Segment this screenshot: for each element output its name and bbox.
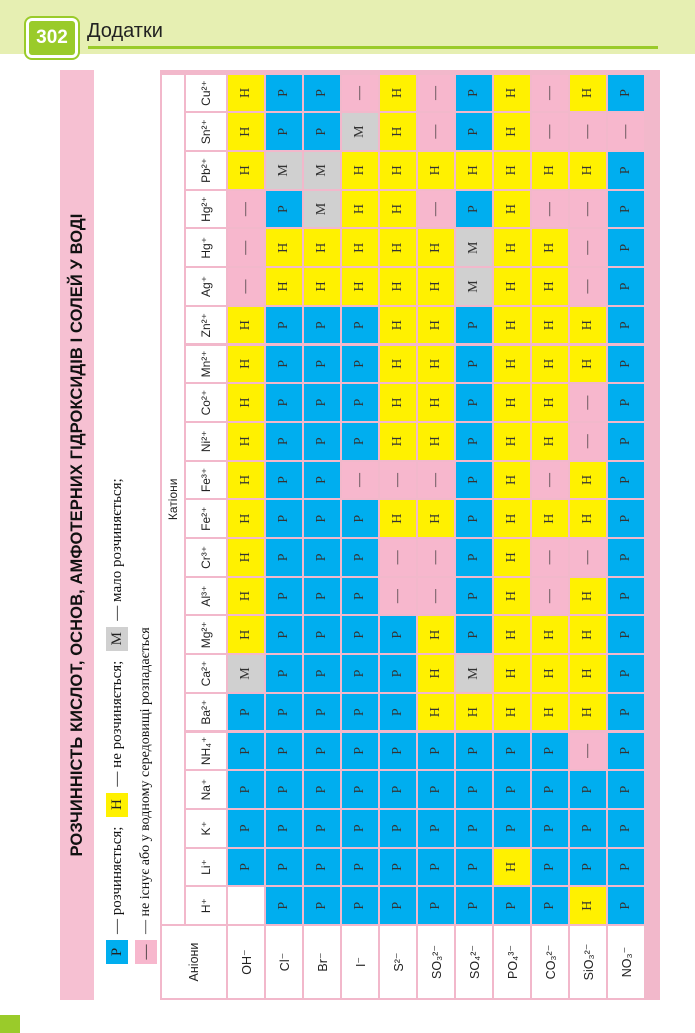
solubility-cell: Н — [494, 849, 530, 886]
solubility-cell: Н — [494, 578, 530, 615]
solubility-cell: Н — [570, 655, 606, 692]
solubility-cell: Н — [532, 655, 568, 692]
solubility-cell: Р — [304, 849, 340, 886]
anion-header: SO₃²⁻ — [418, 926, 454, 998]
solubility-cell: Р — [228, 771, 264, 808]
solubility-cell: Р — [418, 887, 454, 924]
solubility-cell: Р — [456, 500, 492, 537]
solubility-cell: Р — [456, 887, 492, 924]
solubility-cell: Р — [228, 694, 264, 731]
solubility-cell: Р — [608, 616, 644, 653]
solubility-cell: Н — [266, 268, 302, 305]
legend-insoluble-swatch: Н — [106, 793, 128, 817]
cation-header: Co²⁺ — [186, 384, 226, 421]
solubility-cell: Н — [342, 229, 378, 266]
solubility-cell: — — [532, 191, 568, 228]
solubility-cell: — — [228, 191, 264, 228]
solubility-cell: Р — [608, 578, 644, 615]
solubility-cell: Н — [494, 191, 530, 228]
solubility-cell: Р — [304, 113, 340, 150]
solubility-cell: Р — [380, 733, 416, 770]
solubility-cell: Н — [570, 462, 606, 499]
solubility-cell: Н — [380, 346, 416, 383]
solubility-grid — [160, 70, 660, 1000]
solubility-cell: Н — [570, 75, 606, 112]
solubility-cell: Н — [456, 694, 492, 731]
legend-soluble-text: — розчиняється; — [108, 826, 125, 934]
solubility-cell: Р — [608, 191, 644, 228]
legend-insoluble-text: — не розчиняється; — [108, 660, 125, 787]
solubility-cell: Р — [266, 191, 302, 228]
solubility-cell: Н — [266, 229, 302, 266]
solubility-cell: Н — [494, 500, 530, 537]
legend-nonexistent-text: — не існує або у водному середовищі розпадається — [138, 627, 153, 934]
cation-header: Mn²⁺ — [186, 346, 226, 383]
solubility-cell: Р — [608, 423, 644, 460]
solubility-cell: Н — [380, 75, 416, 112]
solubility-cell: Н — [570, 500, 606, 537]
solubility-cell: Н — [228, 346, 264, 383]
cation-header: Fe²⁺ — [186, 500, 226, 537]
cation-header: Ba²⁺ — [186, 694, 226, 731]
solubility-cell: Н — [228, 500, 264, 537]
solubility-cell: Р — [456, 810, 492, 847]
solubility-cell: Н — [228, 152, 264, 189]
solubility-cell: Р — [304, 694, 340, 731]
solubility-cell: Н — [342, 152, 378, 189]
solubility-cell: — — [532, 539, 568, 576]
solubility-cell: — — [532, 578, 568, 615]
solubility-cell: Н — [380, 191, 416, 228]
cation-header: NH₄⁺ — [186, 733, 226, 770]
legend-slightly-text: — мало розчиняється; — [108, 478, 125, 621]
solubility-cell: М — [304, 152, 340, 189]
cation-header: Ag⁺ — [186, 268, 226, 305]
solubility-cell: — — [418, 578, 454, 615]
anion-header: SO₄²⁻ — [456, 926, 492, 998]
solubility-cell: — — [418, 113, 454, 150]
solubility-cell: — — [380, 539, 416, 576]
solubility-cell: Р — [456, 578, 492, 615]
section-title: Додатки — [87, 20, 163, 42]
solubility-cell: Р — [266, 887, 302, 924]
solubility-cell: — — [570, 733, 606, 770]
solubility-cell: Р — [266, 771, 302, 808]
solubility-cell: — — [570, 539, 606, 576]
solubility-cell: Р — [266, 694, 302, 731]
solubility-cell: Р — [266, 500, 302, 537]
solubility-cell: Р — [380, 849, 416, 886]
solubility-cell: Н — [418, 423, 454, 460]
solubility-cell: Н — [532, 616, 568, 653]
solubility-cell: — — [570, 384, 606, 421]
solubility-cell: — — [380, 578, 416, 615]
solubility-cell: — — [380, 462, 416, 499]
solubility-cell: Р — [456, 539, 492, 576]
solubility-cell: Н — [494, 423, 530, 460]
solubility-cell: Р — [608, 384, 644, 421]
solubility-cell: М — [304, 191, 340, 228]
anion-header: I⁻ — [342, 926, 378, 998]
solubility-cell: Н — [228, 307, 264, 344]
solubility-cell: Н — [494, 75, 530, 112]
solubility-cell: Р — [342, 771, 378, 808]
solubility-cell: Н — [570, 307, 606, 344]
solubility-cell: Н — [380, 229, 416, 266]
solubility-cell: Р — [456, 75, 492, 112]
solubility-cell: Н — [494, 655, 530, 692]
solubility-cell: Р — [342, 655, 378, 692]
solubility-cell: Н — [418, 694, 454, 731]
solubility-cell: Р — [266, 578, 302, 615]
solubility-cell: Н — [418, 307, 454, 344]
solubility-cell: Н — [532, 307, 568, 344]
anion-header: S²⁻ — [380, 926, 416, 998]
solubility-cell: Н — [532, 423, 568, 460]
cation-header: K⁺ — [186, 810, 226, 847]
solubility-cell: Р — [304, 655, 340, 692]
solubility-cell: Р — [266, 462, 302, 499]
solubility-cell: Р — [304, 578, 340, 615]
solubility-cell: — — [570, 113, 606, 150]
solubility-cell: Н — [418, 616, 454, 653]
solubility-cell: Р — [342, 384, 378, 421]
solubility-cell: Р — [342, 887, 378, 924]
solubility-cell: Р — [608, 346, 644, 383]
cation-header: Cr³⁺ — [186, 539, 226, 576]
solubility-cell: Н — [494, 462, 530, 499]
cation-header: Hg²⁺ — [186, 191, 226, 228]
solubility-cell: Р — [608, 75, 644, 112]
solubility-cell: Р — [342, 539, 378, 576]
cation-header: Al³⁺ — [186, 578, 226, 615]
solubility-cell: Н — [380, 384, 416, 421]
solubility-cell: Н — [304, 268, 340, 305]
solubility-cell: Р — [608, 462, 644, 499]
solubility-cell: — — [342, 462, 378, 499]
solubility-cell: Н — [494, 616, 530, 653]
solubility-cell: Р — [266, 733, 302, 770]
solubility-cell: Р — [608, 733, 644, 770]
solubility-cell: Р — [456, 771, 492, 808]
solubility-cell: Р — [494, 771, 530, 808]
solubility-cell: Р — [608, 849, 644, 886]
solubility-cell: Р — [380, 655, 416, 692]
solubility-cell: Н — [418, 346, 454, 383]
solubility-cell: Р — [456, 616, 492, 653]
solubility-cell: — — [418, 75, 454, 112]
solubility-cell: Н — [228, 75, 264, 112]
legend-nonexistent — [134, 623, 158, 970]
solubility-cell: Н — [228, 578, 264, 615]
solubility-cell: Р — [608, 655, 644, 692]
solubility-cell: Н — [418, 384, 454, 421]
solubility-cell: — — [228, 268, 264, 305]
solubility-cell: Н — [532, 152, 568, 189]
solubility-cell: Н — [228, 423, 264, 460]
solubility-cell: Н — [570, 887, 606, 924]
solubility-cell: М — [456, 229, 492, 266]
solubility-cell: Н — [494, 539, 530, 576]
solubility-cell: Н — [418, 500, 454, 537]
solubility-cell: Р — [342, 578, 378, 615]
anions-header: Аніони — [162, 926, 226, 998]
solubility-cell: Р — [456, 113, 492, 150]
solubility-cell: — — [608, 113, 644, 150]
solubility-cell: Р — [304, 887, 340, 924]
solubility-cell: Р — [456, 346, 492, 383]
cation-header: Ni²⁺ — [186, 423, 226, 460]
solubility-cell: Р — [342, 346, 378, 383]
solubility-cell: М — [456, 655, 492, 692]
solubility-cell: Р — [456, 384, 492, 421]
solubility-cell: М — [342, 113, 378, 150]
solubility-cell: Р — [266, 810, 302, 847]
solubility-cell: Р — [608, 694, 644, 731]
solubility-cell: Р — [456, 462, 492, 499]
solubility-cell: Р — [380, 771, 416, 808]
solubility-cell: Н — [380, 268, 416, 305]
solubility-cell: Р — [304, 616, 340, 653]
cation-header: Hg⁺ — [186, 229, 226, 266]
solubility-cell: — — [570, 268, 606, 305]
solubility-cell: Н — [342, 191, 378, 228]
solubility-cell: Р — [304, 307, 340, 344]
anion-header: SiO₃²⁻ — [570, 926, 606, 998]
solubility-cell: Р — [532, 733, 568, 770]
solubility-cell: — — [418, 462, 454, 499]
solubility-cell: М — [456, 268, 492, 305]
solubility-cell: — — [532, 75, 568, 112]
solubility-cell: Р — [380, 694, 416, 731]
anion-header: CO₃²⁻ — [532, 926, 568, 998]
solubility-cell: — — [570, 191, 606, 228]
solubility-cell: Н — [532, 229, 568, 266]
solubility-cell: Н — [342, 268, 378, 305]
solubility-cell: Р — [342, 810, 378, 847]
solubility-cell: Н — [532, 500, 568, 537]
legend-soluble-swatch: Р — [106, 940, 128, 964]
solubility-cell: Р — [418, 771, 454, 808]
solubility-cell: Р — [456, 423, 492, 460]
solubility-cell: Р — [418, 810, 454, 847]
solubility-cell: Р — [456, 733, 492, 770]
solubility-cell: Н — [494, 268, 530, 305]
cation-header: Na⁺ — [186, 771, 226, 808]
solubility-cell: Р — [304, 384, 340, 421]
solubility-cell: Р — [608, 268, 644, 305]
solubility-cell: Н — [494, 307, 530, 344]
cation-header: Ca²⁺ — [186, 655, 226, 692]
anion-header: NO₃⁻ — [608, 926, 644, 998]
solubility-cell: Р — [266, 384, 302, 421]
solubility-cell: Р — [304, 771, 340, 808]
solubility-cell: Н — [570, 346, 606, 383]
solubility-cell: Р — [494, 733, 530, 770]
cation-header: Pb²⁺ — [186, 152, 226, 189]
solubility-cell: Р — [418, 849, 454, 886]
solubility-cell: Р — [228, 733, 264, 770]
solubility-cell: — — [570, 423, 606, 460]
solubility-cell: — — [228, 229, 264, 266]
solubility-cell: Р — [456, 191, 492, 228]
solubility-cell: Р — [342, 733, 378, 770]
solubility-cell: Р — [342, 307, 378, 344]
solubility-cell: Р — [570, 771, 606, 808]
cation-header: H⁺ — [186, 887, 226, 924]
solubility-cell: Н — [228, 462, 264, 499]
solubility-cell: Р — [304, 462, 340, 499]
solubility-cell: Р — [266, 849, 302, 886]
solubility-cell: Р — [532, 849, 568, 886]
title-bar — [60, 70, 94, 1000]
solubility-cell: Р — [304, 423, 340, 460]
solubility-cell: Р — [456, 849, 492, 886]
solubility-cell: Н — [456, 152, 492, 189]
solubility-cell: Р — [380, 887, 416, 924]
anion-header: PO₄³⁻ — [494, 926, 530, 998]
solubility-cell: Н — [494, 229, 530, 266]
solubility-cell: Р — [266, 307, 302, 344]
solubility-cell: М — [228, 655, 264, 692]
solubility-cell: Р — [418, 733, 454, 770]
solubility-cell: Р — [342, 616, 378, 653]
solubility-cell: Р — [494, 810, 530, 847]
solubility-cell: Р — [456, 307, 492, 344]
solubility-cell: Р — [266, 75, 302, 112]
solubility-cell: Р — [342, 849, 378, 886]
solubility-cell: Р — [608, 810, 644, 847]
solubility-cell: Р — [380, 616, 416, 653]
solubility-cell: Р — [532, 810, 568, 847]
solubility-cell: Н — [418, 268, 454, 305]
solubility-cell: Р — [304, 500, 340, 537]
solubility-cell: Н — [418, 655, 454, 692]
solubility-cell: Р — [380, 810, 416, 847]
solubility-cell: Н — [380, 307, 416, 344]
solubility-cell: Р — [266, 113, 302, 150]
solubility-cell: Н — [532, 346, 568, 383]
solubility-cell: Р — [228, 849, 264, 886]
solubility-cell: Р — [608, 152, 644, 189]
solubility-cell: — — [418, 191, 454, 228]
header-rule — [88, 46, 658, 49]
solubility-cell: — — [532, 462, 568, 499]
cation-header: Cu²⁺ — [186, 75, 226, 112]
solubility-cell: Н — [532, 268, 568, 305]
cation-header: Sn²⁺ — [186, 113, 226, 150]
solubility-cell: Н — [228, 539, 264, 576]
solubility-cell: Р — [266, 616, 302, 653]
solubility-cell: Р — [228, 810, 264, 847]
solubility-cell: Н — [304, 229, 340, 266]
solubility-cell: — — [570, 229, 606, 266]
solubility-cell: Н — [494, 384, 530, 421]
solubility-cell: Н — [418, 152, 454, 189]
solubility-cell: Р — [494, 887, 530, 924]
solubility-cell: Н — [494, 152, 530, 189]
solubility-cell: Р — [342, 500, 378, 537]
legend — [102, 474, 132, 970]
solubility-cell: Н — [570, 694, 606, 731]
solubility-cell: Н — [570, 152, 606, 189]
cation-header: Mg²⁺ — [186, 616, 226, 653]
solubility-cell: Н — [532, 384, 568, 421]
solubility-cell: Н — [494, 694, 530, 731]
solubility-cell: Р — [304, 346, 340, 383]
solubility-cell: Н — [380, 113, 416, 150]
legend-slightly-swatch: М — [106, 627, 128, 651]
solubility-cell: — — [342, 75, 378, 112]
solubility-cell: Р — [342, 423, 378, 460]
solubility-cell: Р — [532, 887, 568, 924]
solubility-cell: Н — [380, 152, 416, 189]
solubility-cell: Р — [266, 423, 302, 460]
solubility-cell: Р — [608, 307, 644, 344]
cations-header: Катіони — [162, 75, 184, 924]
solubility-cell: Н — [380, 423, 416, 460]
solubility-cell: Н — [418, 229, 454, 266]
solubility-cell: Р — [608, 771, 644, 808]
solubility-cell: Р — [532, 771, 568, 808]
solubility-cell: Р — [342, 694, 378, 731]
solubility-cell: Н — [570, 578, 606, 615]
solubility-cell — [228, 887, 264, 924]
solubility-cell: Н — [228, 616, 264, 653]
solubility-cell: Р — [266, 346, 302, 383]
solubility-cell: Р — [266, 539, 302, 576]
page-corner-accent — [0, 1015, 20, 1033]
solubility-cell: Р — [570, 849, 606, 886]
solubility-cell: Н — [228, 113, 264, 150]
solubility-cell: Н — [532, 694, 568, 731]
solubility-cell: Р — [570, 810, 606, 847]
solubility-cell: Р — [304, 75, 340, 112]
solubility-cell: Н — [494, 346, 530, 383]
solubility-cell: Р — [608, 887, 644, 924]
solubility-cell: — — [418, 539, 454, 576]
solubility-table-panel — [60, 70, 660, 1000]
solubility-cell: Н — [380, 500, 416, 537]
cation-header: Zn²⁺ — [186, 307, 226, 344]
solubility-cell: М — [266, 152, 302, 189]
solubility-cell: Р — [608, 229, 644, 266]
solubility-cell: Р — [608, 500, 644, 537]
page-number: 302 — [26, 18, 78, 58]
solubility-cell: — — [532, 113, 568, 150]
solubility-cell: Р — [266, 655, 302, 692]
table-title: РОЗЧИННІСТЬ КИСЛОТ, ОСНОВ, АМФОТЕРНИХ ГІДРОКСИДІВ І СОЛЕЙ У ВОДІ — [67, 213, 86, 857]
solubility-cell: Р — [304, 539, 340, 576]
anion-header: Cl⁻ — [266, 926, 302, 998]
legend-nonexistent-swatch: — — [135, 940, 157, 964]
cation-header: Li⁺ — [186, 849, 226, 886]
solubility-cell: Н — [228, 384, 264, 421]
solubility-cell: Р — [304, 733, 340, 770]
solubility-cell: Н — [570, 616, 606, 653]
anion-header: Br⁻ — [304, 926, 340, 998]
solubility-cell: Н — [494, 113, 530, 150]
anion-header: OH⁻ — [228, 926, 264, 998]
solubility-cell: Р — [608, 539, 644, 576]
solubility-cell: Р — [304, 810, 340, 847]
cation-header: Fe³⁺ — [186, 462, 226, 499]
